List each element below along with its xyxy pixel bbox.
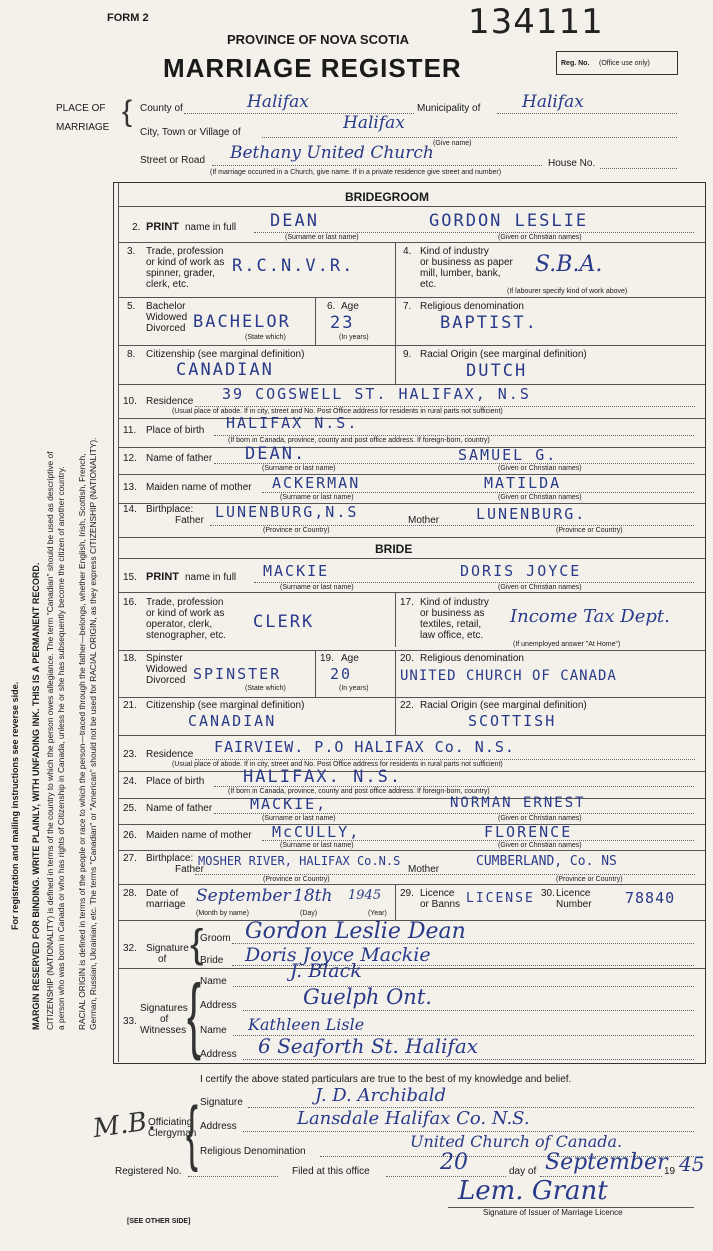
l25-num: 25. bbox=[123, 803, 137, 814]
l33-num: 33. bbox=[123, 1016, 137, 1027]
clergy-address-label: Address bbox=[200, 1121, 237, 1132]
filed-year: 45 bbox=[679, 1152, 705, 1176]
l28-num: 28. bbox=[123, 888, 137, 899]
bride-mother-birth-label: Mother bbox=[408, 864, 440, 875]
l20-label: Religious denomination bbox=[420, 653, 524, 664]
witness1-name-label: Name bbox=[200, 976, 227, 987]
give-name-caption: (Give name) bbox=[433, 140, 472, 147]
filed-day: 20 bbox=[440, 1150, 468, 1175]
l10-label: Residence bbox=[146, 396, 194, 407]
groom-age-caption: (In years) bbox=[339, 334, 369, 341]
issuer-signature: Lem. Grant bbox=[458, 1176, 608, 1206]
l25-label: Name of father bbox=[146, 803, 213, 814]
issuer-caption: Signature of Issuer of Marriage Licence bbox=[483, 1208, 623, 1217]
l5-label-3: Divorced bbox=[146, 323, 186, 334]
bride-status: SPINSTER bbox=[193, 665, 282, 683]
l2-print: PRINT bbox=[146, 221, 179, 233]
l17-label-3: textiles, retail, bbox=[420, 619, 482, 630]
office-use-note: (Office use only) bbox=[599, 60, 650, 67]
witness-label-1: Signatures bbox=[140, 1003, 188, 1014]
licence-no-label: Licence bbox=[556, 888, 591, 899]
bride-father-prov-caption: (Province or Country) bbox=[263, 876, 330, 883]
bride-father-birthplace: MOSHER RIVER, HALIFAX Co.N.S bbox=[198, 854, 401, 868]
groom-trade: R.C.N.V.R. bbox=[232, 256, 355, 276]
place-of-label: PLACE OF bbox=[56, 103, 106, 114]
l14-label-2: Father bbox=[175, 515, 204, 526]
l5-num: 5. bbox=[127, 301, 136, 312]
l8-num: 8. bbox=[127, 349, 136, 360]
l15-num: 15. bbox=[123, 572, 137, 583]
l27-label-2: Father bbox=[175, 864, 204, 875]
l13-num: 13. bbox=[123, 482, 137, 493]
l20-num: 20. bbox=[400, 653, 414, 664]
l2-num: 2. bbox=[132, 222, 141, 233]
mother-birth-label: Mother bbox=[408, 515, 440, 526]
margin-racial-def-1: RACIAL ORIGIN is defined in terms of the people or race to which the person—traced through the father—belongs, whether English, Irish, Scottish, French, bbox=[77, 453, 87, 1030]
l17-caption: (If unemployed answer "At Home") bbox=[513, 641, 621, 648]
bride-mother-surname: McCULLY, bbox=[272, 823, 361, 841]
l4-num: 4. bbox=[403, 246, 412, 257]
marriage-month: September bbox=[196, 886, 291, 906]
registered-no-label: Registered No. bbox=[115, 1166, 182, 1177]
bride-father-given: NORMAN ERNEST bbox=[450, 795, 586, 811]
bride-industry: Income Tax Dept. bbox=[510, 606, 670, 627]
l6-num: 6. bbox=[327, 301, 336, 312]
mother-prov-caption: (Province or Country) bbox=[556, 527, 623, 534]
certify-statement: I certify the above stated particulars are true to the best of my knowledge and belief. bbox=[200, 1074, 572, 1085]
birth-caption: (If born in Canada, province, county and post office address. If foreign-born, country) bbox=[228, 437, 490, 444]
l3-label-1: Trade, profession bbox=[146, 246, 224, 257]
l5-label-1: Bachelor bbox=[146, 301, 186, 312]
l4-label-1: Kind of industry bbox=[420, 246, 489, 257]
bride-birthplace: HALIFAX. N.S. bbox=[243, 767, 403, 787]
groom-father-birthplace: LUNENBURG,N.S bbox=[215, 503, 359, 521]
groom-age: 23 bbox=[330, 313, 355, 333]
licence-number: 78840 bbox=[625, 889, 676, 907]
l19-label: Age bbox=[341, 653, 359, 664]
l11-label: Place of birth bbox=[146, 425, 205, 436]
bride-sig-label: Bride bbox=[200, 955, 224, 966]
groom-mother-surname: ACKERMAN bbox=[272, 474, 361, 492]
bride-age-caption: (In years) bbox=[339, 685, 369, 692]
l3-label-2: or kind of work as bbox=[146, 257, 225, 268]
l4-label-2: or business as paper bbox=[420, 257, 513, 268]
l12-num: 12. bbox=[123, 453, 137, 464]
l26-label: Maiden name of mother bbox=[146, 830, 252, 841]
filed-label: Filed at this office bbox=[292, 1166, 370, 1177]
bride-residence-caption: (Usual place of abode. If in city, street and No. Post Office address for residents in rural parts not sufficient) bbox=[172, 761, 503, 768]
bride-signature: Doris Joyce Mackie bbox=[245, 944, 431, 966]
l14-label-1: Birthplace: bbox=[146, 504, 194, 515]
l18-label-3: Divorced bbox=[146, 675, 186, 686]
groom-origin: DUTCH bbox=[466, 361, 528, 381]
l30-num: 30. bbox=[541, 888, 555, 899]
bride-father-surname-caption: (Surname or last name) bbox=[262, 815, 336, 822]
date-label-1: Date of bbox=[146, 888, 179, 899]
residence-caption: (Usual place of abode. If in city, street and No. Post Office address for residents in rural parts not sufficient) bbox=[172, 408, 503, 415]
reg-no-label: Reg. No. bbox=[561, 60, 590, 67]
groom-residence: 39 COGSWELL ST. HALIFAX, N.S bbox=[222, 385, 531, 403]
date-label-2: marriage bbox=[146, 899, 186, 910]
l27-num: 27. bbox=[123, 853, 137, 864]
l22-num: 22. bbox=[400, 700, 414, 711]
l23-label: Residence bbox=[146, 749, 194, 760]
bride-mother-surname-caption: (Surname or last name) bbox=[280, 842, 354, 849]
year-prefix: 19 bbox=[664, 1166, 676, 1177]
l15-print: PRINT bbox=[146, 571, 179, 583]
witness2-name: Kathleen Lisle bbox=[248, 1015, 365, 1034]
county-label: County of bbox=[140, 103, 183, 114]
groom-industry: S.B.A. bbox=[535, 252, 603, 277]
groom-status: BACHELOR bbox=[193, 312, 291, 332]
l16-label-3: operator, clerk, bbox=[146, 619, 213, 630]
signature-label: Signature bbox=[146, 943, 189, 954]
l14-num: 14. bbox=[123, 504, 137, 515]
l22-label: Racial Origin (see marginal definition) bbox=[420, 700, 587, 711]
l3-label-4: clerk, etc. bbox=[146, 279, 189, 290]
city-value: Halifax bbox=[343, 113, 405, 133]
licence-type: LICENSE bbox=[466, 891, 535, 906]
l17-num: 17. bbox=[400, 597, 414, 608]
year-caption: (Year) bbox=[368, 910, 387, 917]
margin-instructions: For registration and mailing instructions see reverse side. bbox=[10, 681, 20, 930]
l18-label-2: Widowed bbox=[146, 664, 188, 675]
denomination-label: Religious Denomination bbox=[200, 1146, 306, 1157]
l17-label-2: or business as bbox=[420, 608, 485, 619]
house-no-label: House No. bbox=[548, 158, 596, 169]
bride-mother-birthplace: CUMBERLAND, Co. NS bbox=[476, 854, 617, 869]
bride-birth-caption: (If born in Canada, province, county and post office address. If foreign-born, country) bbox=[228, 788, 490, 795]
l27-label-1: Birthplace: bbox=[146, 853, 194, 864]
marriage-label: MARRIAGE bbox=[56, 122, 110, 133]
bridegroom-section-title: BRIDEGROOM bbox=[345, 190, 429, 204]
clergy-signature: J. D. Archibald bbox=[315, 1085, 447, 1106]
l9-num: 9. bbox=[403, 349, 412, 360]
marriage-day: 18th bbox=[293, 886, 333, 906]
l12-label: Name of father bbox=[146, 453, 213, 464]
l16-num: 16. bbox=[123, 597, 137, 608]
witness1-address: Guelph Ont. bbox=[303, 985, 432, 1009]
bride-father-surname: MACKIE, bbox=[250, 795, 328, 813]
l11-num: 11. bbox=[123, 425, 137, 436]
l4-caption: (If labourer specify kind of work above) bbox=[507, 288, 628, 295]
groom-given-caption: (Given or Christian names) bbox=[498, 234, 582, 241]
bride-religion: UNITED CHURCH OF CANADA bbox=[400, 668, 617, 684]
street-note: (If marriage occurred in a Church, give name. If in a private residence give street and number) bbox=[210, 169, 502, 176]
father-surname-caption: (Surname or last name) bbox=[262, 465, 336, 472]
witness2-address: 6 Seaforth St. Halifax bbox=[258, 1034, 479, 1058]
filed-month: September bbox=[545, 1150, 668, 1175]
bride-father-given-caption: (Given or Christian names) bbox=[498, 815, 582, 822]
bride-surname: MACKIE bbox=[263, 562, 330, 580]
margin-racial-def-2: German, Russian, Ukrainian, etc. The terms "Canadian" or "American" should not be used for RACIAL ORIGIN, as they express CITIZENSHIP (NATIONALITY). bbox=[88, 437, 98, 1030]
bride-origin: SCOTTISH bbox=[468, 712, 557, 730]
licence-label: Licence bbox=[420, 888, 455, 899]
clergy-address: Lansdale Halifax Co. N.S. bbox=[297, 1108, 530, 1129]
bride-mother-given: FLORENCE bbox=[484, 823, 573, 841]
l6-label: Age bbox=[341, 301, 359, 312]
initials-mark: M.B. bbox=[91, 1105, 158, 1145]
city-label: City, Town or Village of bbox=[140, 127, 241, 138]
province-heading: PROVINCE OF NOVA SCOTIA bbox=[227, 32, 410, 47]
groom-surname: DEAN bbox=[270, 211, 319, 231]
bride-citizenship: CANADIAN bbox=[188, 712, 277, 730]
groom-given: GORDON LESLIE bbox=[429, 211, 589, 231]
clergy-denomination: United Church of Canada. bbox=[410, 1132, 623, 1151]
county-value: Halifax bbox=[247, 92, 309, 112]
l24-num: 24. bbox=[123, 776, 137, 787]
groom-citizenship: CANADIAN bbox=[176, 360, 274, 380]
l21-label: Citizenship (see marginal definition) bbox=[146, 700, 305, 711]
groom-sig-label: Groom bbox=[200, 933, 231, 944]
clergy-label-2: Clergyman bbox=[148, 1128, 197, 1139]
l3-label-3: spinner, grader, bbox=[146, 268, 215, 279]
mother-surname-caption: (Surname or last name) bbox=[280, 494, 354, 501]
register-number: 134111 bbox=[468, 2, 604, 42]
day-of-label: day of bbox=[509, 1166, 537, 1177]
l4-label-4: etc. bbox=[420, 279, 437, 290]
form-number: FORM 2 bbox=[107, 12, 149, 24]
father-given-caption: (Given or Christian names) bbox=[498, 465, 582, 472]
l19-num: 19. bbox=[320, 653, 334, 664]
groom-father-given: SAMUEL G. bbox=[458, 446, 558, 464]
bride-age: 20 bbox=[330, 665, 353, 683]
see-other-side: [SEE OTHER SIDE] bbox=[127, 1218, 191, 1225]
l15-label: name in full bbox=[185, 572, 237, 583]
month-caption: (Month by name) bbox=[196, 910, 249, 917]
witness-label-2: of bbox=[160, 1014, 169, 1025]
l3-num: 3. bbox=[127, 246, 136, 257]
mother-given-caption: (Given or Christian names) bbox=[498, 494, 582, 501]
marriage-year: 1945 bbox=[348, 888, 382, 903]
bride-trade: CLERK bbox=[253, 612, 315, 632]
l21-num: 21. bbox=[123, 700, 137, 711]
bride-surname-caption: (Surname or last name) bbox=[280, 584, 354, 591]
licence-number-label: Number bbox=[556, 899, 592, 910]
bride-section-title: BRIDE bbox=[375, 542, 413, 556]
l18-num: 18. bbox=[123, 653, 137, 664]
groom-mother-birthplace: LUNENBURG. bbox=[476, 505, 587, 523]
groom-religion: BAPTIST. bbox=[440, 313, 538, 333]
bride-residence: FAIRVIEW. P.O HALIFAX Co. N.S. bbox=[214, 738, 515, 756]
margin-binding-note: MARGIN RESERVED FOR BINDING. WRITE PLAINLY, WITH UNFADING INK. THIS IS A PERMANENT RECORD. bbox=[31, 562, 41, 1030]
witness-label-3: Witnesses bbox=[140, 1025, 187, 1036]
groom-signature: Gordon Leslie Dean bbox=[245, 919, 466, 944]
bride-given-caption: (Given or Christian names) bbox=[498, 584, 582, 591]
bride-given: DORIS JOYCE bbox=[460, 562, 582, 580]
l8-label: Citizenship (see marginal definition) bbox=[146, 349, 305, 360]
l4-label-3: mill, lumber, bank, bbox=[420, 268, 501, 279]
l16-label-2: or kind of work as bbox=[146, 608, 225, 619]
groom-status-caption: (State which) bbox=[245, 334, 286, 341]
father-prov-caption: (Province or Country) bbox=[263, 527, 330, 534]
l9-label: Racial Origin (see marginal definition) bbox=[420, 349, 587, 360]
bride-mother-prov-caption: (Province or Country) bbox=[556, 876, 623, 883]
l32-num: 32. bbox=[123, 943, 137, 954]
groom-mother-given: MATILDA bbox=[484, 474, 562, 492]
banns-label: or Banns bbox=[420, 899, 461, 910]
l23-num: 23. bbox=[123, 749, 137, 760]
l7-label: Religious denomination bbox=[420, 301, 524, 312]
margin-citizenship-def-1: CITIZENSHIP (NATIONALITY) is defined in terms of the country to which the person owes allegiance. The term "Canadian" should be used as descriptive of bbox=[45, 451, 55, 1030]
l17-label-4: law office, etc. bbox=[420, 630, 484, 641]
l26-num: 26. bbox=[123, 830, 137, 841]
l10-num: 10. bbox=[123, 396, 137, 407]
witness1-name: J. Black bbox=[290, 960, 362, 982]
groom-surname-caption: (Surname or last name) bbox=[285, 234, 359, 241]
l16-label-1: Trade, profession bbox=[146, 597, 224, 608]
l16-label-4: stenographer, etc. bbox=[146, 630, 227, 641]
signature-of-label: of bbox=[158, 954, 167, 965]
clergy-signature-label: Signature bbox=[200, 1097, 243, 1108]
municipality-label: Municipality of bbox=[417, 103, 481, 114]
municipality-value: Halifax bbox=[522, 92, 584, 112]
witness2-name-label: Name bbox=[200, 1025, 227, 1036]
margin-citizenship-def-2: a person who was born in Canada or who has rights of Citizenship in Canada, unless he or she has subsequently become the citizen of another country. bbox=[56, 466, 66, 1030]
l2-label: name in full bbox=[185, 222, 237, 233]
l17-label-1: Kind of industry bbox=[420, 597, 489, 608]
street-label: Street or Road bbox=[140, 155, 206, 166]
groom-father-surname: DEAN. bbox=[245, 444, 307, 464]
witness2-address-label: Address bbox=[200, 1049, 237, 1060]
l13-label: Maiden name of mother bbox=[146, 482, 252, 493]
bride-status-caption: (State which) bbox=[245, 685, 286, 692]
street-value: Bethany United Church bbox=[230, 143, 434, 163]
l5-label-2: Widowed bbox=[146, 312, 188, 323]
l29-num: 29. bbox=[400, 888, 414, 899]
clergy-label-1: Officiating bbox=[148, 1117, 193, 1128]
l7-num: 7. bbox=[403, 301, 412, 312]
l24-label: Place of birth bbox=[146, 776, 205, 787]
reg-no-box bbox=[556, 51, 678, 75]
l18-label-1: Spinster bbox=[146, 653, 183, 664]
day-caption: (Day) bbox=[300, 910, 318, 917]
bride-mother-given-caption: (Given or Christian names) bbox=[498, 842, 582, 849]
page-title: MARRIAGE REGISTER bbox=[163, 53, 462, 83]
witness1-address-label: Address bbox=[200, 1000, 237, 1011]
groom-birthplace: HALIFAX N.S. bbox=[226, 414, 359, 432]
